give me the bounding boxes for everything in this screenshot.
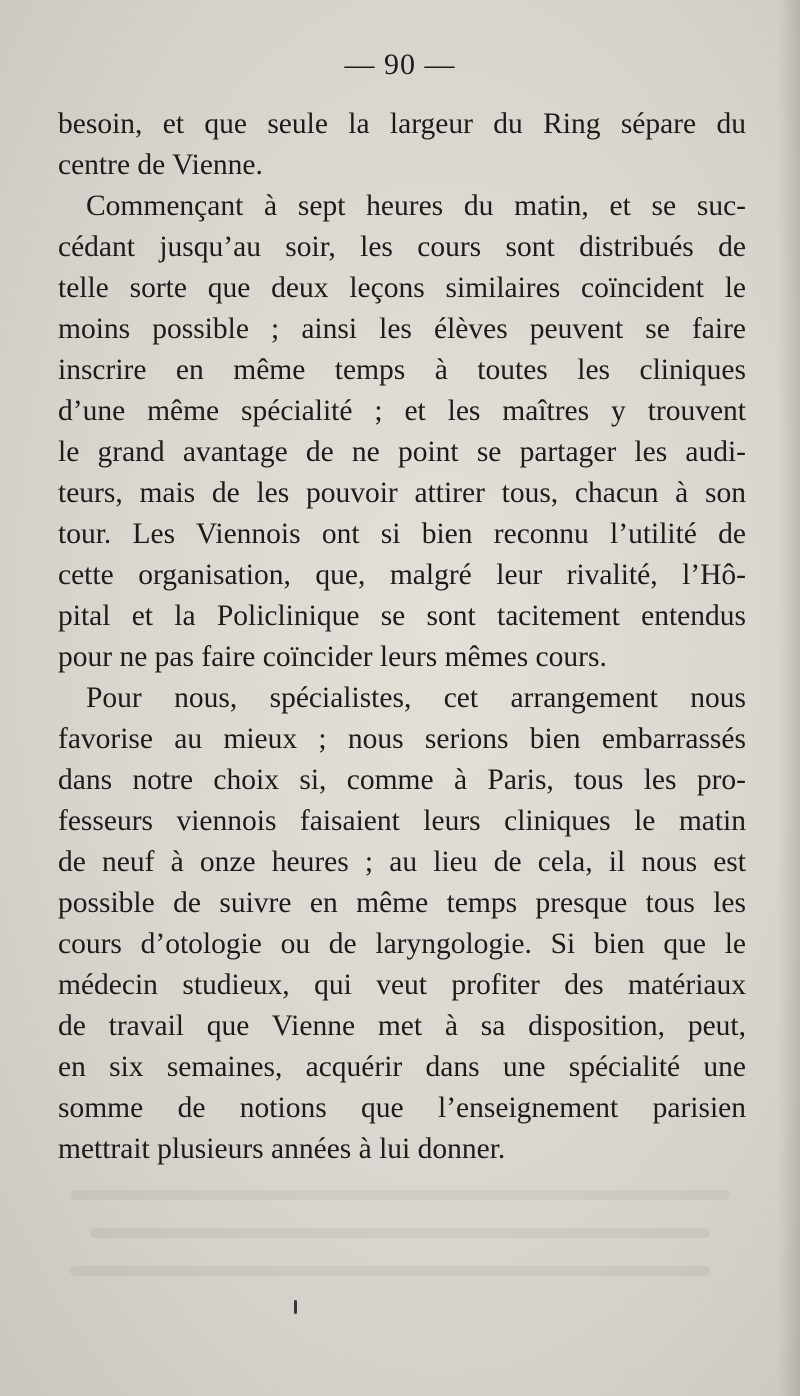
- ink-speck: [294, 1300, 297, 1314]
- page-edge-shadow: [778, 0, 800, 1396]
- bleed-through-line: [70, 1190, 730, 1200]
- text-line: d’une même spécialité ; et les maîtres y trouvent: [58, 395, 746, 427]
- text-line: somme de notions que l’enseignement parisien: [58, 1092, 746, 1124]
- text-line: centre de Vienne.: [58, 149, 263, 181]
- text-line: médecin studieux, qui veut profiter des matériaux: [58, 969, 746, 1001]
- text-line: Commençant à sept heures du matin, et se suc-: [86, 190, 746, 222]
- text-line: favorise au mieux ; nous serions bien embarrassés: [58, 723, 746, 755]
- text-line: possible de suivre en même temps presque tous les: [58, 887, 746, 919]
- text-line: en six semaines, acquérir dans une spécialité une: [58, 1051, 746, 1083]
- bleed-through-line: [90, 1228, 710, 1238]
- text-line: dans notre choix si, comme à Paris, tous les pro-: [58, 764, 746, 796]
- text-line: cette organisation, que, malgré leur rivalité, l’Hô-: [58, 559, 746, 591]
- text-line: cours d’otologie ou de laryngologie. Si bien que le: [58, 928, 746, 960]
- text-line: de neuf à onze heures ; au lieu de cela, il nous est: [58, 846, 746, 878]
- text-line: inscrire en même temps à toutes les cliniques: [58, 354, 746, 386]
- text-line: tour. Les Viennois ont si bien reconnu l’utilité de: [58, 518, 746, 550]
- text-line: fesseurs viennois faisaient leurs cliniques le matin: [58, 805, 746, 837]
- text-line: le grand avantage de ne point se partager les audi-: [58, 436, 746, 468]
- text-line: cédant jusqu’au soir, les cours sont distribués de: [58, 231, 746, 263]
- text-line: besoin, et que seule la largeur du Ring sépare du: [58, 108, 746, 140]
- text-line: pour ne pas faire coïncider leurs mêmes cours.: [58, 641, 607, 673]
- text-line: Pour nous, spécialistes, cet arrangement nous: [86, 682, 746, 714]
- text-line: pital et la Policlinique se sont tacitement entendus: [58, 600, 746, 632]
- body-text: [58, 104, 746, 1170]
- text-line: de travail que Vienne met à sa disposition, peut,: [58, 1010, 746, 1042]
- text-line: telle sorte que deux leçons similaires coïncident le: [58, 272, 746, 304]
- bleed-through-line: [70, 1266, 710, 1276]
- text-line: moins possible ; ainsi les élèves peuvent se faire: [58, 313, 746, 345]
- text-line: mettrait plusieurs années à lui donner.: [58, 1133, 506, 1165]
- text-line: teurs, mais de les pouvoir attirer tous, chacun à son: [58, 477, 746, 509]
- page-number: — 90 —: [344, 48, 456, 81]
